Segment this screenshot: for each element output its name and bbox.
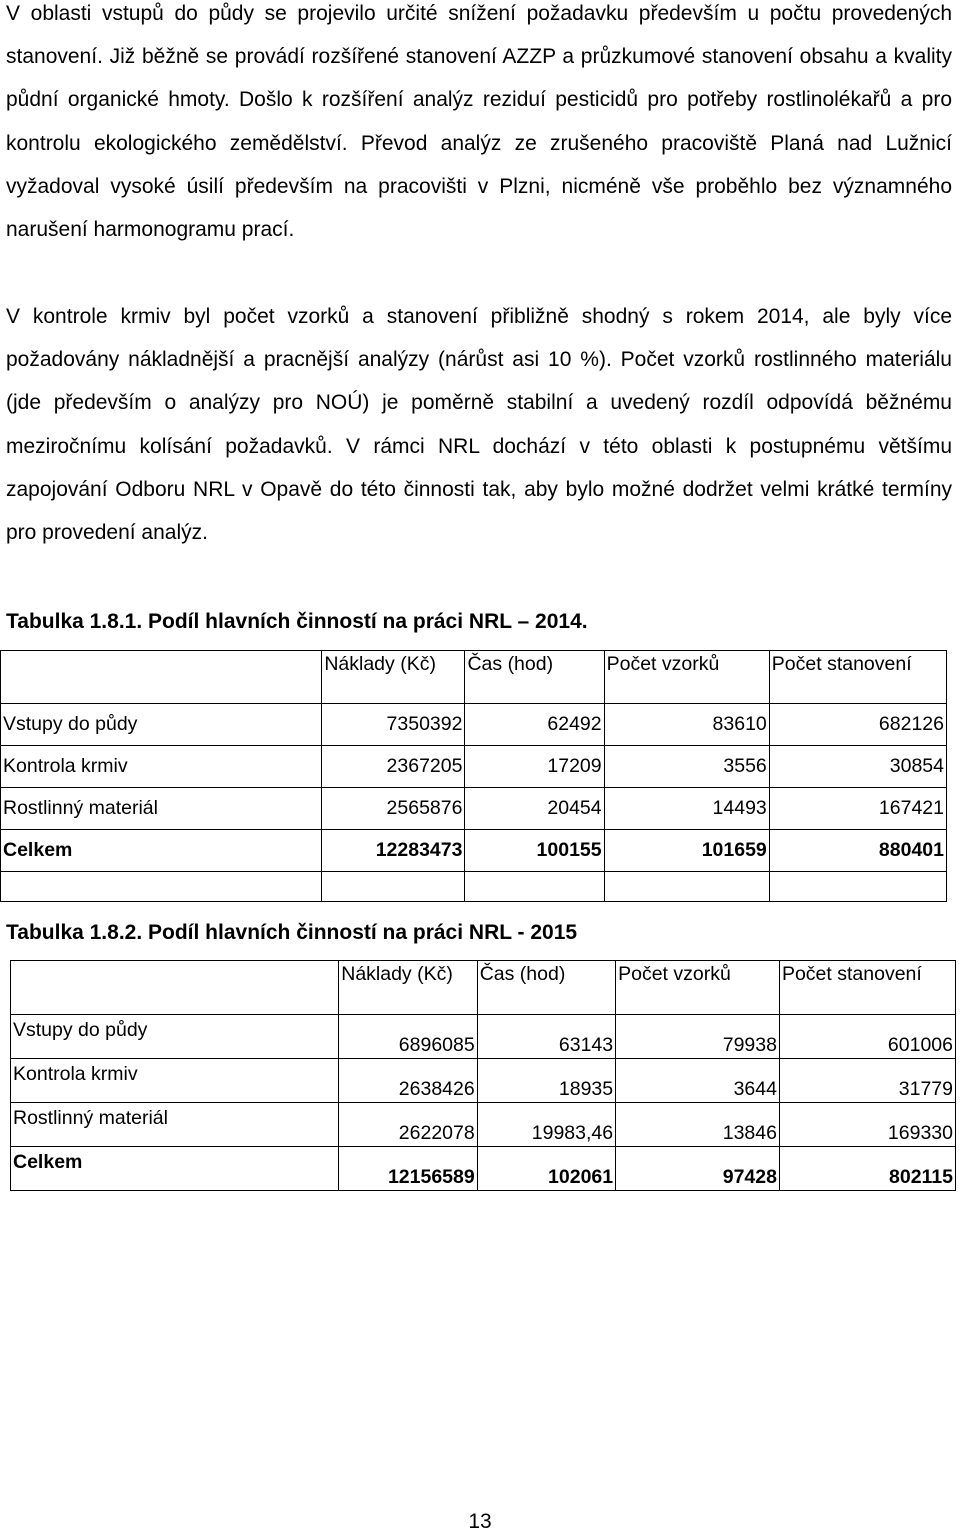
row-label: Rostlinný materiál bbox=[1, 788, 322, 830]
header-samples: Počet vzorků bbox=[616, 961, 780, 1015]
cell-time: 20454 bbox=[465, 788, 604, 830]
header-time: Čas (hod) bbox=[477, 961, 615, 1015]
cell-costs: 2638426 bbox=[339, 1059, 477, 1103]
cell-costs: 2622078 bbox=[339, 1103, 477, 1147]
cell-time: 102061 bbox=[477, 1147, 615, 1191]
cell-time: 100155 bbox=[465, 830, 604, 872]
cell-costs: 2367205 bbox=[322, 746, 465, 788]
cell-determinations: 169330 bbox=[779, 1103, 955, 1147]
cell-samples: 79938 bbox=[616, 1015, 780, 1059]
cell-samples: 83610 bbox=[604, 704, 769, 746]
table-nrl-2015 bbox=[10, 960, 956, 1191]
table-row bbox=[1, 746, 947, 788]
row-label: Kontrola krmiv bbox=[11, 1059, 339, 1103]
cell-costs: 12283473 bbox=[322, 830, 465, 872]
header-samples: Počet vzorků bbox=[604, 651, 769, 704]
cell-time: 62492 bbox=[465, 704, 604, 746]
cell-costs: 7350392 bbox=[322, 704, 465, 746]
table-header-row bbox=[11, 961, 956, 1015]
header-costs: Náklady (Kč) bbox=[339, 961, 477, 1015]
blank-cell bbox=[322, 872, 465, 902]
cell-determinations: 601006 bbox=[779, 1015, 955, 1059]
blank-cell bbox=[465, 872, 604, 902]
cell-time: 18935 bbox=[477, 1059, 615, 1103]
table-2-caption: Tabulka 1.8.2. Podíl hlavních činností na práci NRL - 2015 bbox=[6, 921, 578, 944]
table-row bbox=[1, 788, 947, 830]
row-label: Vstupy do půdy bbox=[11, 1015, 339, 1059]
cell-samples: 14493 bbox=[604, 788, 769, 830]
cell-costs: 12156589 bbox=[339, 1147, 477, 1191]
cell-samples: 3644 bbox=[616, 1059, 780, 1103]
table-total-row bbox=[1, 830, 947, 872]
header-determinations: Počet stanovení bbox=[769, 651, 946, 704]
cell-time: 17209 bbox=[465, 746, 604, 788]
row-label: Vstupy do půdy bbox=[1, 704, 322, 746]
table-nrl-2014 bbox=[0, 650, 947, 902]
page-number: 13 bbox=[468, 1510, 492, 1533]
cell-determinations: 167421 bbox=[769, 788, 946, 830]
table-row bbox=[1, 704, 947, 746]
cell-samples: 13846 bbox=[616, 1103, 780, 1147]
header-empty bbox=[11, 961, 339, 1015]
table-row bbox=[11, 1015, 956, 1059]
table-header-row bbox=[1, 651, 947, 704]
cell-determinations: 30854 bbox=[769, 746, 946, 788]
cell-time: 63143 bbox=[477, 1015, 615, 1059]
paragraph-soil-inputs: V oblasti vstupů do půdy se projevilo určité snížení požadavku především u počtu provedených stanovení. Již běžně se provádí rozšířené stanovení AZZP a průzkumové stanovení obsahu a kvality půdní organické hmoty. Došlo k rozšíření analýz reziduí pesticidů pro potřeby rostlinolékařů a pro kontrolu ekologického zemědělství. Převod analýz ze zrušeného pracoviště Planá nad Lužnicí vyžadoval vysoké úsilí především na pracovišti v Plzni, nicméně vše proběhlo bez významného narušení harmonogramu prací. bbox=[6, 2, 952, 242]
table-row bbox=[11, 1059, 956, 1103]
row-label: Kontrola krmiv bbox=[1, 746, 322, 788]
cell-costs: 2565876 bbox=[322, 788, 465, 830]
cell-determinations: 802115 bbox=[779, 1147, 955, 1191]
cell-determinations: 880401 bbox=[769, 830, 946, 872]
table-1-caption: Tabulka 1.8.1. Podíl hlavních činností na práci NRL – 2014. bbox=[6, 610, 588, 633]
cell-costs: 6896085 bbox=[339, 1015, 477, 1059]
blank-cell bbox=[1, 872, 322, 902]
row-label: Rostlinný materiál bbox=[11, 1103, 339, 1147]
paragraph-feed-control: V kontrole krmiv byl počet vzorků a stanovení přibližně shodný s rokem 2014, ale byly více požadovány nákladnější a pracnější analýzy (nárůst asi 10 %). Počet vzorků rostlinného materiálu (jde především o analýzy pro NOÚ) je poměrně stabilní a uvedený rozdíl odpovídá běžnému meziročnímu kolísání požadavků. V rámci NRL dochází v této oblasti k postupnému většímu zapojování Odboru NRL v Opavě do této činnosti tak, aby bylo možné dodržet velmi krátké termíny pro provedení analýz. bbox=[6, 305, 952, 545]
header-costs: Náklady (Kč) bbox=[322, 651, 465, 704]
cell-samples: 3556 bbox=[604, 746, 769, 788]
table-total-row bbox=[11, 1147, 956, 1191]
cell-samples: 97428 bbox=[616, 1147, 780, 1191]
header-time: Čas (hod) bbox=[465, 651, 604, 704]
row-label: Celkem bbox=[11, 1147, 339, 1191]
table-blank-row bbox=[1, 872, 947, 902]
row-label: Celkem bbox=[1, 830, 322, 872]
cell-determinations: 682126 bbox=[769, 704, 946, 746]
cell-determinations: 31779 bbox=[779, 1059, 955, 1103]
cell-samples: 101659 bbox=[604, 830, 769, 872]
table-row bbox=[11, 1103, 956, 1147]
blank-cell bbox=[769, 872, 946, 902]
header-determinations: Počet stanovení bbox=[779, 961, 955, 1015]
cell-time: 19983,46 bbox=[477, 1103, 615, 1147]
blank-cell bbox=[604, 872, 769, 902]
header-empty bbox=[1, 651, 322, 704]
